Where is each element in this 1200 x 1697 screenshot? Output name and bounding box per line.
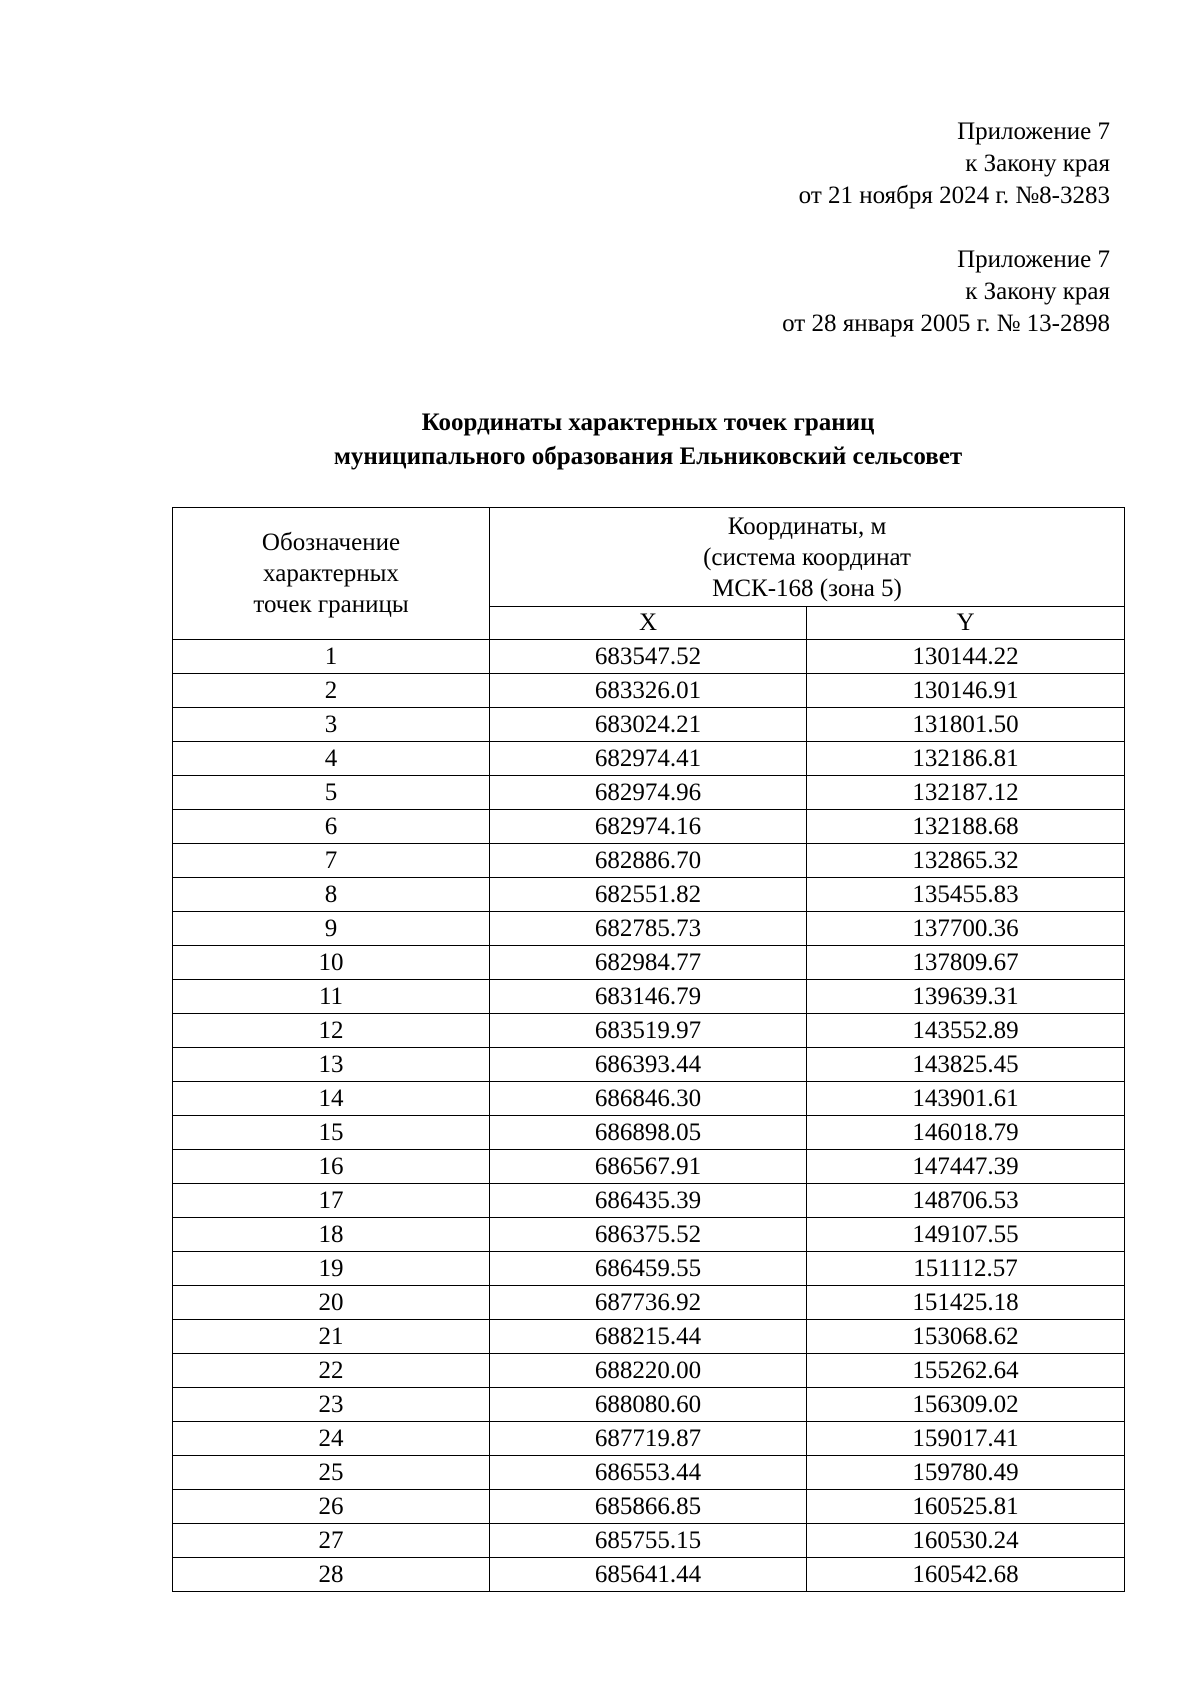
point-number-cell: 1 xyxy=(173,640,490,674)
y-coordinate-cell: 132188.68 xyxy=(807,810,1125,844)
appendix-new-line-3: от 21 ноября 2024 г. №8-3283 xyxy=(798,182,1110,209)
table-row xyxy=(173,1184,1125,1218)
x-coordinate-cell: 688215.44 xyxy=(490,1320,807,1354)
point-number-cell: 21 xyxy=(173,1320,490,1354)
point-number-cell: 23 xyxy=(173,1388,490,1422)
x-coordinate-cell: 683547.52 xyxy=(490,640,807,674)
point-number-cell: 13 xyxy=(173,1048,490,1082)
x-coordinate-cell: 682551.82 xyxy=(490,878,807,912)
x-coordinate-cell: 686459.55 xyxy=(490,1252,807,1286)
x-coordinate-cell: 686435.39 xyxy=(490,1184,807,1218)
point-number-cell: 16 xyxy=(173,1150,490,1184)
table-row xyxy=(173,1524,1125,1558)
point-number-cell: 14 xyxy=(173,1082,490,1116)
y-coordinate-cell: 130144.22 xyxy=(807,640,1125,674)
y-coordinate-cell: 130146.91 xyxy=(807,674,1125,708)
appendix-old-line-1: Приложение 7 xyxy=(957,246,1110,273)
table-row xyxy=(173,946,1125,980)
point-number-cell: 12 xyxy=(173,1014,490,1048)
point-number-cell: 20 xyxy=(173,1286,490,1320)
point-number-cell: 15 xyxy=(173,1116,490,1150)
table-body xyxy=(173,640,1125,1592)
point-number-cell: 9 xyxy=(173,912,490,946)
y-coordinate-cell: 135455.83 xyxy=(807,878,1125,912)
table-row xyxy=(173,776,1125,810)
y-coordinate-cell: 159017.41 xyxy=(807,1422,1125,1456)
point-number-cell: 27 xyxy=(173,1524,490,1558)
table-row xyxy=(173,1116,1125,1150)
y-coordinate-cell: 156309.02 xyxy=(807,1388,1125,1422)
header-point-designation xyxy=(173,508,490,640)
table-row xyxy=(173,1422,1125,1456)
header-y: Y xyxy=(807,607,1125,640)
x-coordinate-cell: 686846.30 xyxy=(490,1082,807,1116)
x-coordinate-cell: 682785.73 xyxy=(490,912,807,946)
point-number-cell: 18 xyxy=(173,1218,490,1252)
table-row xyxy=(173,1218,1125,1252)
header-point-line-3: точек границы xyxy=(253,591,409,618)
table-row xyxy=(173,1150,1125,1184)
y-coordinate-cell: 137809.67 xyxy=(807,946,1125,980)
y-coordinate-cell: 132187.12 xyxy=(807,776,1125,810)
appendix-new-line-2: к Закону края xyxy=(965,150,1110,177)
point-number-cell: 3 xyxy=(173,708,490,742)
y-coordinate-cell: 160542.68 xyxy=(807,1558,1125,1592)
point-number-cell: 7 xyxy=(173,844,490,878)
table-row xyxy=(173,980,1125,1014)
x-coordinate-cell: 683146.79 xyxy=(490,980,807,1014)
header-coords-line-3: МСК-168 (зона 5) xyxy=(712,574,902,602)
x-coordinate-cell: 686375.52 xyxy=(490,1218,807,1252)
y-coordinate-cell: 155262.64 xyxy=(807,1354,1125,1388)
y-coordinate-cell: 151112.57 xyxy=(807,1252,1125,1286)
y-coordinate-cell: 131801.50 xyxy=(807,708,1125,742)
point-number-cell: 17 xyxy=(173,1184,490,1218)
table-row xyxy=(173,674,1125,708)
y-coordinate-cell: 151425.18 xyxy=(807,1286,1125,1320)
table-row xyxy=(173,844,1125,878)
x-coordinate-cell: 683024.21 xyxy=(490,708,807,742)
point-number-cell: 10 xyxy=(173,946,490,980)
y-coordinate-cell: 143901.61 xyxy=(807,1082,1125,1116)
y-coordinate-cell: 139639.31 xyxy=(807,980,1125,1014)
appendix-old-line-2: к Закону края xyxy=(965,278,1110,305)
point-number-cell: 11 xyxy=(173,980,490,1014)
table-row xyxy=(173,1048,1125,1082)
header-coords-line-2: (система координат xyxy=(703,543,911,571)
table-row xyxy=(173,1354,1125,1388)
appendix-new-reference xyxy=(799,116,1110,212)
table-row xyxy=(173,1014,1125,1048)
table-row xyxy=(173,1320,1125,1354)
document-title-line-2: муниципального образования Ельниковский сельсовет xyxy=(333,443,963,470)
x-coordinate-cell: 682974.16 xyxy=(490,810,807,844)
point-number-cell: 6 xyxy=(173,810,490,844)
y-coordinate-cell: 159780.49 xyxy=(807,1456,1125,1490)
appendix-old-reference xyxy=(782,244,1110,340)
y-coordinate-cell: 146018.79 xyxy=(807,1116,1125,1150)
point-number-cell: 24 xyxy=(173,1422,490,1456)
x-coordinate-cell: 683519.97 xyxy=(490,1014,807,1048)
table-row xyxy=(173,810,1125,844)
y-coordinate-cell: 160530.24 xyxy=(807,1524,1125,1558)
point-number-cell: 5 xyxy=(173,776,490,810)
x-coordinate-cell: 683326.01 xyxy=(490,674,807,708)
table-row xyxy=(173,1252,1125,1286)
y-coordinate-cell: 147447.39 xyxy=(807,1150,1125,1184)
point-number-cell: 22 xyxy=(173,1354,490,1388)
table-row xyxy=(173,1558,1125,1592)
x-coordinate-cell: 688220.00 xyxy=(490,1354,807,1388)
appendix-new-line-1: Приложение 7 xyxy=(957,118,1110,145)
coordinates-table xyxy=(172,507,1125,1592)
y-coordinate-cell: 143825.45 xyxy=(807,1048,1125,1082)
x-coordinate-cell: 686898.05 xyxy=(490,1116,807,1150)
point-number-cell: 4 xyxy=(173,742,490,776)
table-header xyxy=(173,508,1125,640)
y-coordinate-cell: 149107.55 xyxy=(807,1218,1125,1252)
header-x: X xyxy=(490,607,807,640)
point-number-cell: 2 xyxy=(173,674,490,708)
table-row xyxy=(173,878,1125,912)
table-row xyxy=(173,1286,1125,1320)
table-row xyxy=(173,1456,1125,1490)
appendix-old-line-3: от 28 января 2005 г. № 13-2898 xyxy=(782,310,1110,337)
point-number-cell: 19 xyxy=(173,1252,490,1286)
y-coordinate-cell: 148706.53 xyxy=(807,1184,1125,1218)
point-number-cell: 26 xyxy=(173,1490,490,1524)
x-coordinate-cell: 682974.96 xyxy=(490,776,807,810)
point-number-cell: 8 xyxy=(173,878,490,912)
x-coordinate-cell: 685866.85 xyxy=(490,1490,807,1524)
y-coordinate-cell: 137700.36 xyxy=(807,912,1125,946)
x-coordinate-cell: 688080.60 xyxy=(490,1388,807,1422)
y-coordinate-cell: 143552.89 xyxy=(807,1014,1125,1048)
table-row xyxy=(173,742,1125,776)
x-coordinate-cell: 685641.44 xyxy=(490,1558,807,1592)
y-coordinate-cell: 132865.32 xyxy=(807,844,1125,878)
document-title xyxy=(172,406,1124,474)
x-coordinate-cell: 686567.91 xyxy=(490,1150,807,1184)
header-point-line-1: Обозначение xyxy=(261,529,401,556)
point-number-cell: 28 xyxy=(173,1558,490,1592)
x-coordinate-cell: 686553.44 xyxy=(490,1456,807,1490)
y-coordinate-cell: 160525.81 xyxy=(807,1490,1125,1524)
header-coords-line-1: Координаты, м xyxy=(727,512,887,540)
x-coordinate-cell: 685755.15 xyxy=(490,1524,807,1558)
document-title-line-1: Координаты характерных точек границ xyxy=(421,409,875,436)
x-coordinate-cell: 682974.41 xyxy=(490,742,807,776)
x-coordinate-cell: 686393.44 xyxy=(490,1048,807,1082)
table-row xyxy=(173,1490,1125,1524)
table-row xyxy=(173,640,1125,674)
x-coordinate-cell: 687719.87 xyxy=(490,1422,807,1456)
point-number-cell: 25 xyxy=(173,1456,490,1490)
header-point-line-2: характерных xyxy=(263,560,399,587)
x-coordinate-cell: 682886.70 xyxy=(490,844,807,878)
header-coordinates xyxy=(490,508,1125,607)
table-row xyxy=(173,708,1125,742)
x-coordinate-cell: 682984.77 xyxy=(490,946,807,980)
y-coordinate-cell: 153068.62 xyxy=(807,1320,1125,1354)
table-row xyxy=(173,1388,1125,1422)
y-coordinate-cell: 132186.81 xyxy=(807,742,1125,776)
table-row xyxy=(173,1082,1125,1116)
table-row xyxy=(173,912,1125,946)
x-coordinate-cell: 687736.92 xyxy=(490,1286,807,1320)
